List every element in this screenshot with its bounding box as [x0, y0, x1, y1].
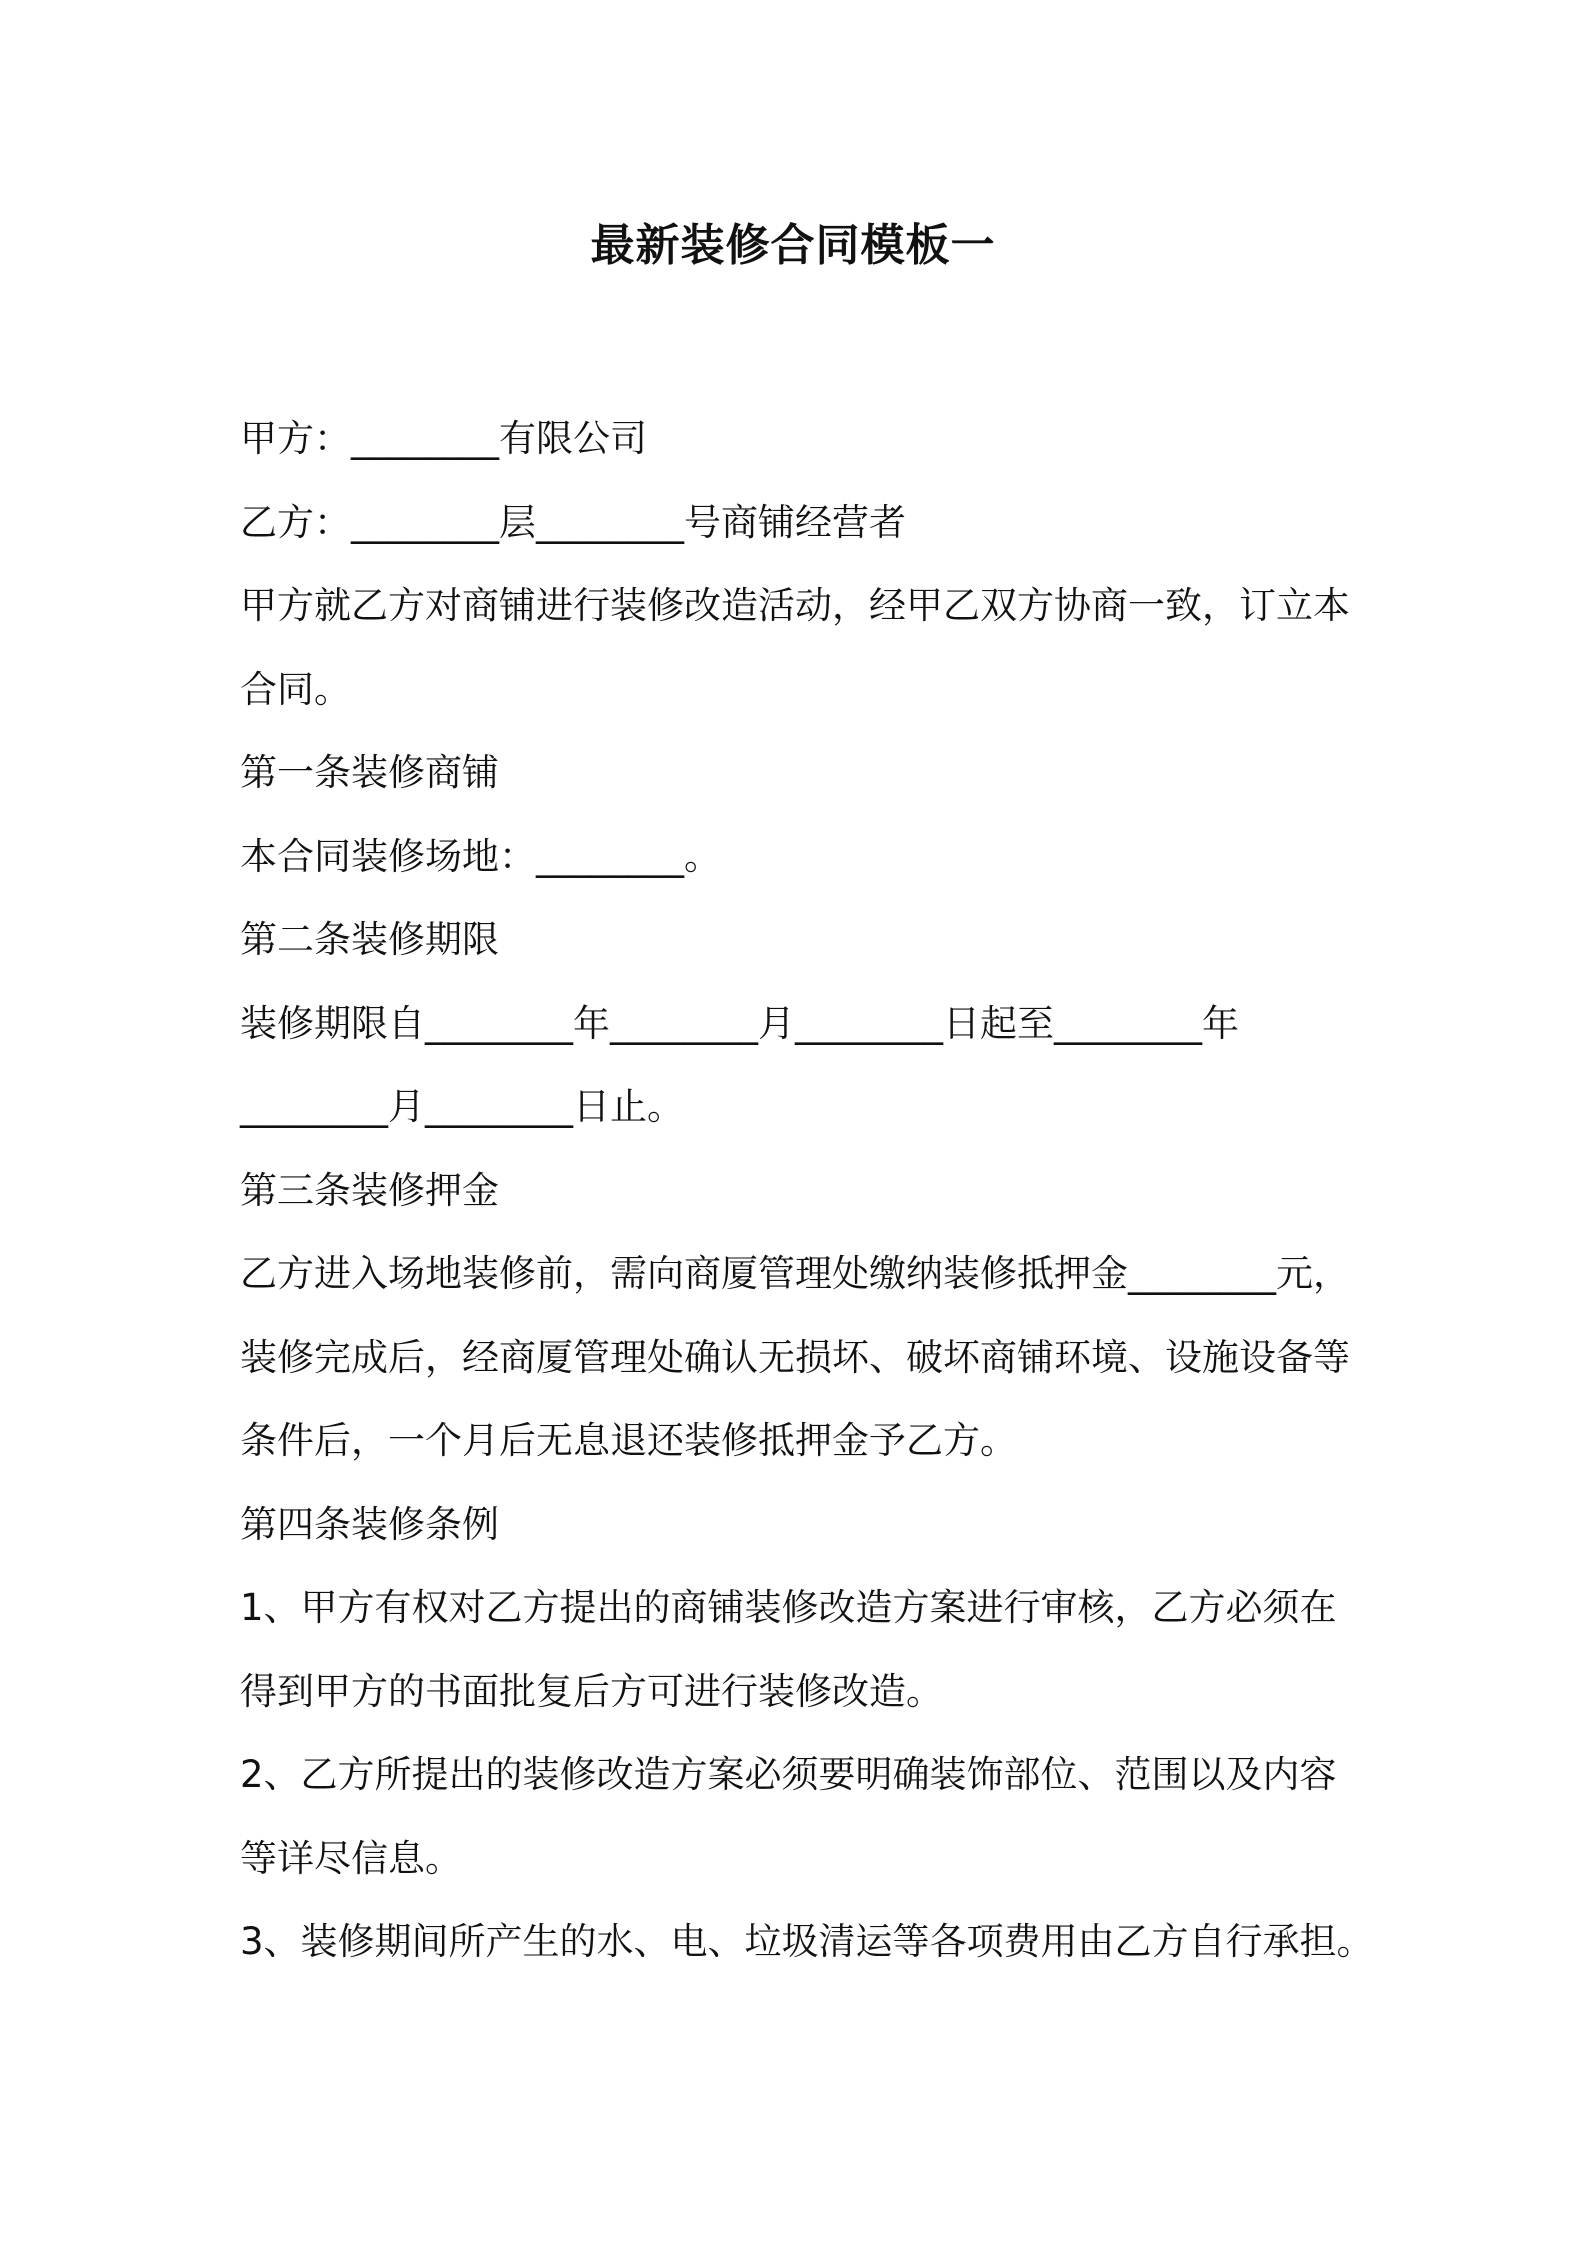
article-4-item-2-line-2: 等详尽信息。 — [240, 1836, 462, 1880]
article-2-heading: 第二条装修期限 — [240, 918, 499, 961]
party-a-line: 甲方：________有限公司 — [240, 417, 647, 460]
article-3-text-2: 装修完成后，经商厦管理处确认无损坏、破坏商铺环境、设施设备等 — [240, 1335, 1350, 1379]
article-3-text-3: 条件后，一个月后无息退还装修抵押金予乙方。 — [240, 1419, 1017, 1462]
article-2-text-1: 装修期限自________年________月________日起至________年 — [240, 1001, 1239, 1045]
document-title: 最新装修合同模板一 — [590, 220, 996, 271]
article-3-heading: 第三条装修押金 — [240, 1168, 499, 1212]
article-4-item-1-line-1: 1、甲方有权对乙方提出的商铺装修改造方案进行审核，乙方必须在 — [240, 1586, 1337, 1629]
article-4-item-3-line-1: 3、装修期间所产生的水、电、垃圾清运等各项费用由乙方自行承担。 — [240, 1920, 1374, 1963]
intro-line-1: 甲方就乙方对商铺进行装修改造活动，经甲乙双方协商一致，订立本 — [240, 584, 1350, 627]
document-body — [240, 397, 1374, 1984]
article-4-heading: 第四条装修条例 — [240, 1502, 499, 1546]
article-1-text: 本合同装修场地：________。 — [240, 834, 721, 878]
article-1-heading: 第一条装修商铺 — [240, 751, 499, 794]
article-3-text-1: 乙方进入场地装修前，需向商厦管理处缴纳装修抵押金________元， — [240, 1252, 1350, 1295]
article-4-item-2-line-1: 2、乙方所提出的装修改造方案必须要明确装饰部位、范围以及内容 — [240, 1753, 1337, 1796]
intro-line-2: 合同。 — [240, 667, 351, 711]
article-2-text-2: ________月________日止。 — [240, 1085, 684, 1128]
party-b-line: 乙方：________层________号商铺经营者 — [240, 500, 906, 544]
article-4-item-1-line-2: 得到甲方的书面批复后方可进行装修改造。 — [240, 1669, 943, 1713]
